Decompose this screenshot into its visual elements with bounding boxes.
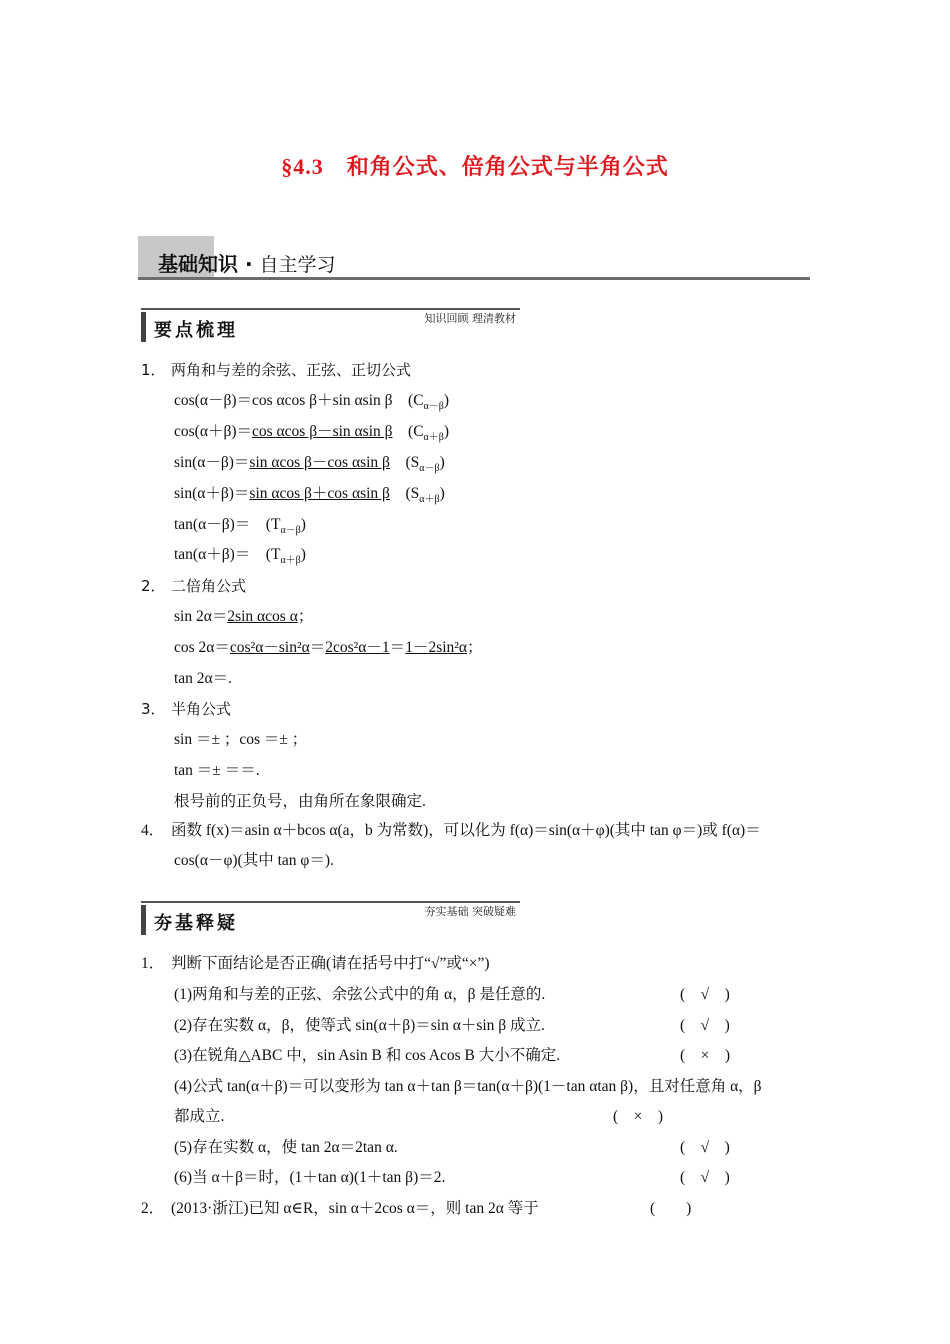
point-title: 二倍角公式 [171,577,247,595]
formula-text: tan(α＋β)＝ [174,546,251,563]
judge-item-text: (6)当 α＋β＝时，(1＋tan α)(1＋tan β)＝2. [174,1169,446,1186]
formula-text: cos 2α＝ [174,639,230,656]
formula-answer: 1－2sin²α [405,639,468,656]
formula-answer: 2sin αcos α [227,608,298,625]
point-number: 2． [141,577,166,595]
formula-text: cos(α－β)＝cos αcos β＋sin αsin β [174,392,393,409]
band-main: 基础知识 [158,252,238,276]
header-tag: 夯实基础 突破疑难 [424,905,516,918]
judge-item-text: (1)两角和与差的正弦、余弦公式中的角 α，β 是任意的. [174,986,546,1003]
band-sub: 自主学习 [259,254,336,276]
header-tag: 知识回顾 理清教材 [424,312,516,325]
answer-bracket: ( × ) [613,1108,664,1125]
question-text: (2013·浙江)已知 α∈R，sin α＋2cos α＝，则 tan 2α 等于 [171,1200,539,1217]
question-2 [141,1199,539,1219]
formula-sub: α＋β [280,555,301,567]
question-number: 2． [141,1200,165,1217]
header-bar [141,905,146,935]
formula-answer: 2cos²α－1 [325,639,390,656]
judge-item-text: (2)存在实数 α，β，使等式 sin(α＋β)＝sin α＋sin β 成立. [174,1017,545,1034]
band-label [158,248,336,277]
formula-line: tan(α＋β)＝ $(T_{\alpha+\beta})$ [174,546,306,567]
judge-item-text: (5)存在实数 α，使 tan 2α＝2tan α. [174,1139,398,1156]
point-text: 函数 f(x)＝asin α＋bcos α(a，b 为常数)，可以化为 f(α)＝sin(α＋φ)(其中 tan φ＝)或 f(α)＝ [171,822,761,839]
question-1-heading [141,954,490,974]
formula-text: cos(α＋β)＝ [174,423,252,440]
point-number: 4． [141,822,165,839]
formula-sub: α＋β [423,432,444,444]
formula-answer: sin αcos β－cos αsin β [249,454,390,471]
header-name: 要点梳理 [154,320,238,341]
page-title: §4.3 和角公式、倍角公式与半角公式 [281,154,669,179]
formula-tag: (S [405,454,420,471]
formula-text: sin(α－β)＝ [174,454,250,471]
formula-tag: (T [265,546,281,563]
formula-tag: (C [408,392,424,409]
formula-text: ； [467,639,483,656]
formula-answer: sin αcos β＋cos αsin β [249,485,390,502]
formula-sub: α－β [419,463,440,475]
answer-bracket: ( √ ) [680,986,730,1003]
point-number: 3． [141,700,166,718]
formula-text: sin(α＋β)＝ [174,485,250,502]
formula-text: ＝ [309,639,326,656]
point-number: 1． [141,361,166,379]
formula-line: cos(α－β)＝cos αcos β＋sin αsin β $(C_{\alpha-\beta})$ [174,392,450,413]
point-4-line2: cos(α－φ)(其中 tan φ＝). [174,852,334,869]
formula-answer: cos αcos β－sin αsin β [252,423,393,440]
point-title: 两角和与差的余弦、正弦、正切公式 [171,361,412,379]
question-text: 判断下面结论是否正确(请在括号中打“√”或“×”) [171,955,490,972]
header-bar [141,312,146,342]
band-rule [138,277,810,280]
formula-text: sin 2α＝ [174,608,228,625]
question-number: 1． [141,955,165,972]
point-title: 半角公式 [171,700,232,718]
formula-line [174,607,313,627]
answer-bracket: ( √ ) [680,1139,730,1156]
section-header-exercises [141,901,520,935]
judge-item-text: (4)公式 tan(α＋β)＝可以变形为 tan α＋tan β＝tan(α＋β)(1－tan αtan β)，且对任意角 α，β [174,1078,762,1095]
formula-sub: α－β [423,401,444,413]
band-dot: · [238,252,260,276]
formula-line: tan(α－β)＝ $(T_{\alpha-\beta})$ [174,516,306,537]
formula-tag: (C [408,423,424,440]
formula-line: sin(α－β)＝sin αcos β－cos αsin β $(S_{\alpha-\beta})$ [174,454,445,475]
formula-text: tan(α－β)＝ [174,516,251,533]
section-band [138,236,810,280]
header-name: 夯基释疑 [154,913,238,934]
formula-line: cos(α＋β)＝cos αcos β－sin αsin β $(C_{\alpha+\beta})$ [174,423,450,444]
point-3-heading [141,699,231,719]
formula-text: ＝ [389,639,406,656]
formula-answer: cos²α－sin²α [229,639,310,656]
answer-bracket: ( √ ) [680,1169,730,1186]
answer-bracket: ( √ ) [680,1017,730,1034]
formula-line: tan 2α＝. [174,670,233,687]
formula-tag: (S [405,485,420,502]
formula-line: sin ＝± ；cos ＝± ； [174,731,308,748]
formula-sub: α－β [280,525,301,537]
answer-bracket: ( ) [650,1200,692,1217]
judge-item-text-cont: 都成立. [174,1108,225,1125]
section-header-key-points [141,308,520,342]
formula-line [174,638,483,658]
point-1-heading [141,360,411,380]
formula-line: tan ＝± ＝＝. [174,762,260,779]
judge-item-text: (3)在锐角△ABC 中，sin Asin B 和 cos Acos B 大小不确定. [174,1047,561,1064]
answer-bracket: ( × ) [680,1047,731,1064]
point-4-line1 [141,821,761,841]
formula-sub: α＋β [419,494,440,506]
formula-tag: (T [265,516,281,533]
point-2-heading [141,576,246,596]
formula-note: 根号前的正负号，由角所在象限确定. [174,793,426,810]
formula-line: sin(α＋β)＝sin αcos β＋cos αsin β $(S_{\alpha+\beta})$ [174,485,445,506]
formula-text: ； [297,608,314,625]
